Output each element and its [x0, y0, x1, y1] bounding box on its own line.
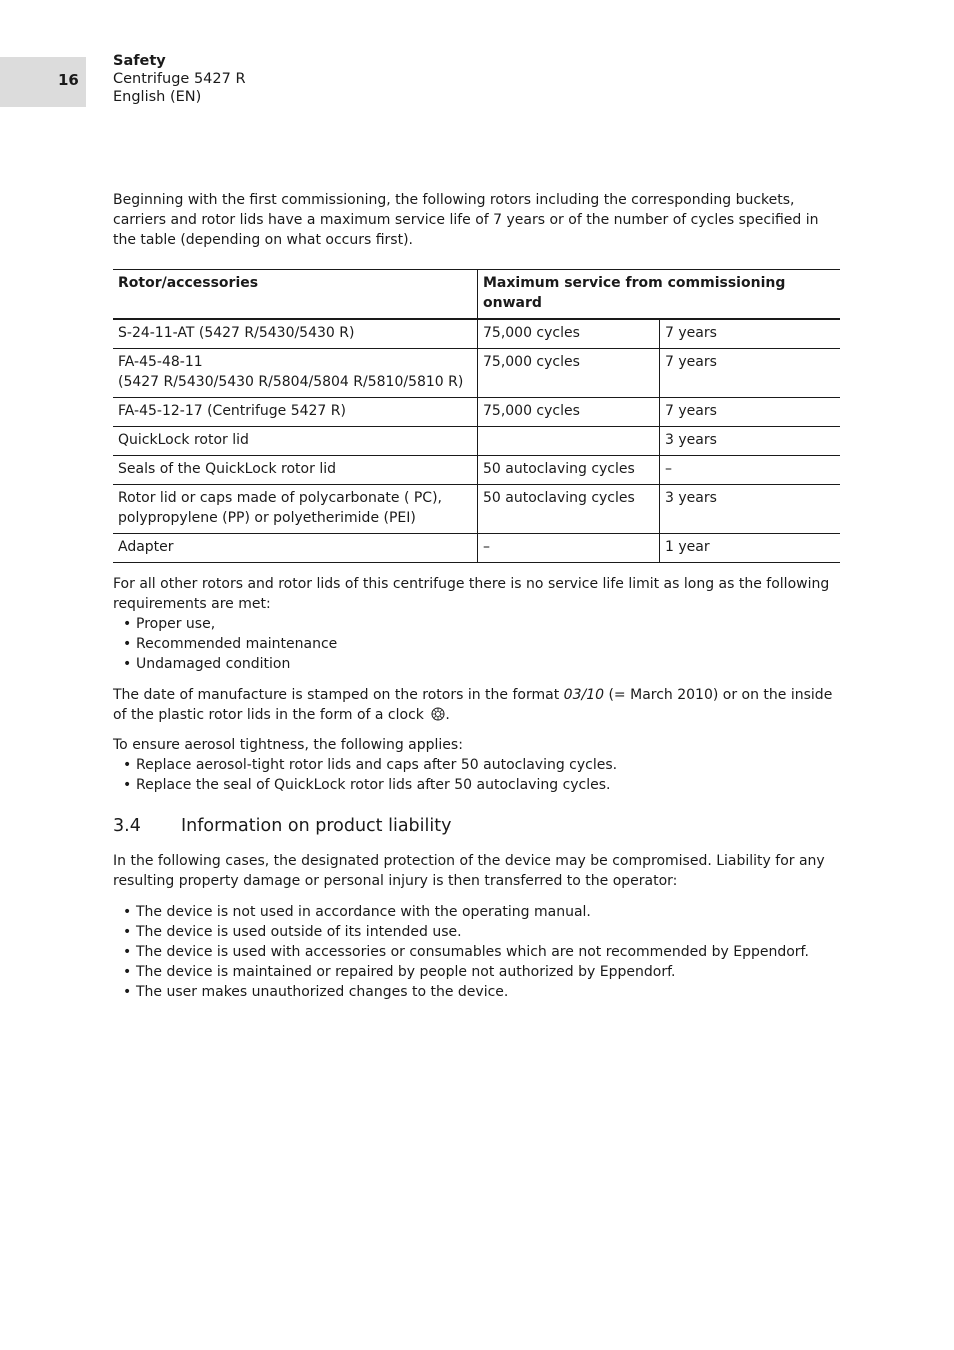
list-item: • The device is used outside of its intended use.	[113, 922, 840, 942]
cell-item	[113, 456, 478, 485]
section-title: Information on product liability	[181, 816, 452, 836]
manufacture-date-paragraph	[113, 685, 840, 725]
manufacture-text-after: (= March 2010) or on the inside of the plastic rotor lids in the form of a clock	[113, 687, 833, 723]
cell-cycles: 75,000 cycles	[478, 398, 660, 427]
table-row	[113, 485, 840, 534]
cell-years: 7 years	[660, 398, 841, 427]
cell-item	[113, 534, 478, 563]
list-item: • The device is used with accessories or consumables which are not recommended by Eppendorf.	[113, 942, 840, 962]
cell-item	[113, 485, 478, 534]
cell-item	[113, 398, 478, 427]
cell-item	[113, 349, 478, 398]
cell-years: 3 years	[660, 427, 841, 456]
section-number: 3.4	[113, 816, 141, 836]
cell-cycles: 75,000 cycles	[478, 349, 660, 398]
cell-years: 7 years	[660, 319, 841, 349]
date-format: 03/10	[563, 687, 605, 703]
aerosol-list	[113, 755, 840, 795]
cell-cycles: 50 autoclaving cycles	[478, 485, 660, 534]
list-item: • Replace aerosol-tight rotor lids and caps after 50 autoclaving cycles.	[113, 755, 840, 775]
page-number: 16	[58, 71, 79, 89]
cell-years: –	[660, 456, 841, 485]
header-language: English (EN)	[113, 89, 202, 105]
cell-years: 3 years	[660, 485, 841, 534]
liability-paragraph: In the following cases, the designated protection of the device may be compromised. Liability for any resulting property damage or personal injury is then transferred to the operator:	[113, 853, 825, 889]
intro-paragraph: Beginning with the first commissioning, the following rotors including the corresponding buckets, carriers and rotor lids have a maximum service life of 7 years or of the number of cycles specified in the table (depending on what occurs first).	[113, 192, 819, 248]
other-rotors-paragraph: For all other rotors and rotor lids of this centrifuge there is no service life limit as long as the following requirements are met:	[113, 576, 830, 612]
cell-cycles: 50 autoclaving cycles	[478, 456, 660, 485]
section-heading	[113, 814, 840, 838]
item-detail: polypropylene (PP) or polyetherimide (PEI)	[118, 510, 416, 526]
table-row	[113, 349, 840, 398]
cell-cycles: 75,000 cycles	[478, 319, 660, 349]
cell-cycles: –	[478, 534, 660, 563]
aerosol-paragraph: To ensure aerosol tightness, the following applies:	[113, 737, 463, 753]
list-item: • Undamaged condition	[113, 654, 840, 674]
list-item: • The device is not used in accordance with the operating manual.	[113, 902, 840, 922]
item-detail: (5427 R/5430/5430 R/5804/5804 R/5810/5810 R)	[118, 374, 464, 390]
table-header-row	[113, 270, 840, 320]
service-life-table	[113, 269, 840, 563]
table-row	[113, 398, 840, 427]
cell-cycles	[478, 427, 660, 456]
table-row	[113, 534, 840, 563]
cell-item	[113, 319, 478, 349]
item-name: Seals of the QuickLock rotor lid	[118, 461, 336, 477]
requirements-list	[113, 614, 840, 674]
table-row	[113, 319, 840, 349]
table-row	[113, 427, 840, 456]
clock-icon	[431, 707, 445, 721]
list-item: • The device is maintained or repaired by people not authorized by Eppendorf.	[113, 962, 840, 982]
main-content	[113, 190, 840, 1002]
item-name: Rotor lid or caps made of polycarbonate ( PC),	[118, 490, 442, 506]
item-name: Adapter	[118, 539, 174, 555]
header-product: Centrifuge 5427 R	[113, 71, 246, 87]
list-item: • Replace the seal of QuickLock rotor lids after 50 autoclaving cycles.	[113, 775, 840, 795]
cell-years: 7 years	[660, 349, 841, 398]
cell-item	[113, 427, 478, 456]
liability-list	[113, 902, 840, 1002]
list-item: • Recommended maintenance	[113, 634, 840, 654]
list-item: • Proper use,	[113, 614, 840, 634]
header-max-service: Maximum service from commissioning onward	[478, 270, 841, 320]
header-rotor-accessories: Rotor/accessories	[113, 270, 478, 320]
item-name: S-24-11-AT (5427 R/5430/5430 R)	[118, 325, 355, 341]
item-name: FA-45-12-17 (Centrifuge 5427 R)	[118, 403, 346, 419]
header-section: Safety	[113, 53, 166, 69]
list-item: • The user makes unauthorized changes to the device.	[113, 982, 840, 1002]
manufacture-text-end: .	[445, 707, 450, 723]
manufacture-text-before: The date of manufacture is stamped on the rotors in the format	[113, 687, 564, 703]
item-name: FA-45-48-11	[118, 354, 203, 370]
item-name: QuickLock rotor lid	[118, 432, 249, 448]
table-row	[113, 456, 840, 485]
running-header	[113, 52, 246, 106]
cell-years: 1 year	[660, 534, 841, 563]
